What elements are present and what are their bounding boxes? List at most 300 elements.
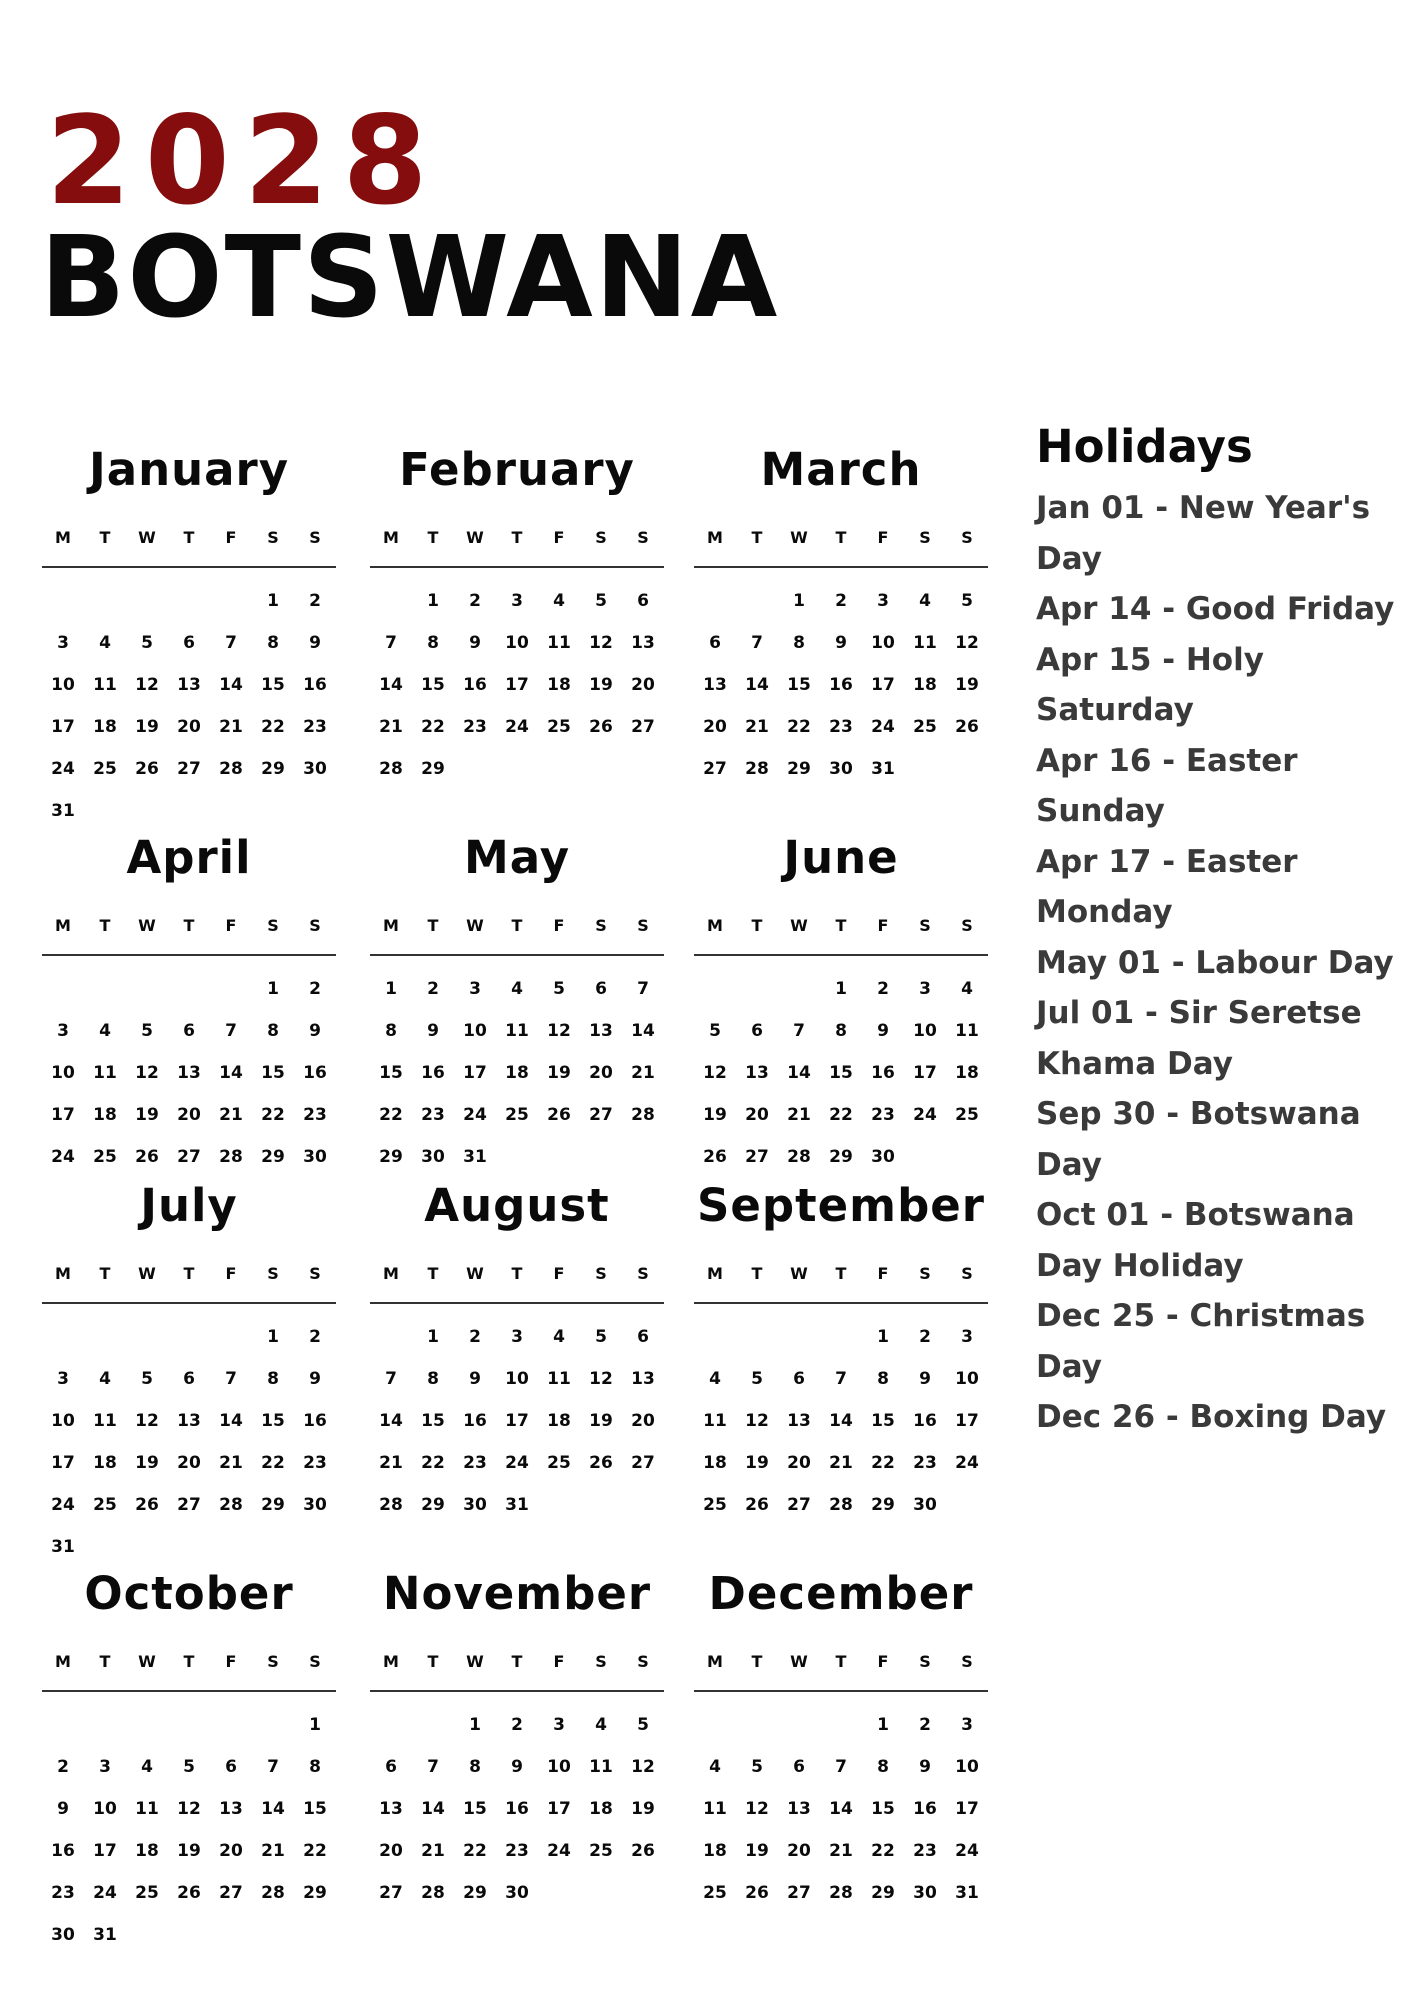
day-cell: 25 xyxy=(703,1495,727,1515)
day-cell: 11 xyxy=(135,1799,159,1819)
day-cell: 7 xyxy=(385,1369,397,1389)
day-cell: 1 xyxy=(427,591,439,611)
day-cell: 4 xyxy=(99,1369,111,1389)
empty-day xyxy=(168,580,210,622)
day-cell: 8 xyxy=(793,633,805,653)
day-cell: 29 xyxy=(261,759,285,779)
day-cell: 13 xyxy=(219,1799,243,1819)
weekday-label: T xyxy=(99,1264,111,1283)
weekday-label: F xyxy=(553,1264,565,1283)
day-cell: 20 xyxy=(589,1063,613,1083)
day-cell: 14 xyxy=(219,1411,243,1431)
weekday-label: T xyxy=(99,1652,111,1671)
day-cell: 24 xyxy=(871,717,895,737)
day-cell: 14 xyxy=(787,1063,811,1083)
month-june xyxy=(694,828,988,1178)
day-cell: 25 xyxy=(135,1883,159,1903)
day-cell: 30 xyxy=(303,759,327,779)
weekday-label: F xyxy=(877,916,889,935)
weekday-label: S xyxy=(267,528,279,547)
day-cell: 11 xyxy=(589,1757,613,1777)
month-april xyxy=(42,828,336,1178)
day-cell: 31 xyxy=(93,1925,117,1945)
day-cell: 24 xyxy=(955,1841,979,1861)
holiday-line: Day xyxy=(1036,540,1102,577)
day-cell: 19 xyxy=(135,1105,159,1125)
day-cell: 24 xyxy=(505,717,529,737)
weekday-label: M xyxy=(707,1652,723,1671)
day-cell: 3 xyxy=(469,979,481,999)
day-cell: 11 xyxy=(955,1021,979,1041)
day-cell: 12 xyxy=(955,633,979,653)
day-cell: 26 xyxy=(547,1105,571,1125)
day-cell: 25 xyxy=(93,1495,117,1515)
day-cell: 3 xyxy=(99,1757,111,1777)
day-cell: 23 xyxy=(463,717,487,737)
day-cell: 14 xyxy=(829,1411,853,1431)
weekday-header xyxy=(694,1652,988,1692)
day-cell: 4 xyxy=(99,1021,111,1041)
day-cell: 31 xyxy=(51,1537,75,1557)
day-cell: 17 xyxy=(505,1411,529,1431)
empty-day xyxy=(126,968,168,1010)
day-cell: 27 xyxy=(787,1495,811,1515)
day-cell: 26 xyxy=(745,1883,769,1903)
day-cell: 5 xyxy=(141,1021,153,1041)
empty-day xyxy=(168,1316,210,1358)
day-cell: 20 xyxy=(379,1841,403,1861)
day-cell: 8 xyxy=(427,633,439,653)
weekday-label: T xyxy=(427,528,439,547)
day-cell: 19 xyxy=(703,1105,727,1125)
day-cell: 7 xyxy=(835,1757,847,1777)
month-name: December xyxy=(708,1567,974,1620)
day-cell: 13 xyxy=(787,1799,811,1819)
day-cell: 2 xyxy=(57,1757,69,1777)
day-cell: 9 xyxy=(877,1021,889,1041)
day-cell: 9 xyxy=(919,1369,931,1389)
day-cell: 18 xyxy=(547,675,571,695)
weekday-label: T xyxy=(751,1652,763,1671)
day-cell: 28 xyxy=(379,1495,403,1515)
day-cell: 8 xyxy=(877,1757,889,1777)
days-grid xyxy=(694,580,988,790)
holiday-line: Oct 01 - Botswana xyxy=(1036,1197,1355,1233)
day-cell: 23 xyxy=(463,1453,487,1473)
weekday-label: T xyxy=(99,916,111,935)
day-cell: 1 xyxy=(267,979,279,999)
day-cell: 19 xyxy=(589,1411,613,1431)
month-december xyxy=(694,1564,988,1914)
weekday-label: S xyxy=(595,528,607,547)
day-cell: 12 xyxy=(631,1757,655,1777)
day-cell: 18 xyxy=(93,1453,117,1473)
day-cell: 24 xyxy=(51,1147,75,1167)
weekday-label: M xyxy=(707,1264,723,1283)
day-cell: 21 xyxy=(379,717,403,737)
day-cell: 9 xyxy=(469,1369,481,1389)
empty-day xyxy=(736,1704,778,1746)
day-cell: 16 xyxy=(303,1411,327,1431)
month-name: February xyxy=(399,443,635,496)
day-cell: 12 xyxy=(703,1063,727,1083)
day-cell: 3 xyxy=(553,1715,565,1735)
empty-day xyxy=(126,1704,168,1746)
day-cell: 21 xyxy=(829,1453,853,1473)
weekday-label: S xyxy=(309,916,321,935)
weekday-label: S xyxy=(267,916,279,935)
day-cell: 1 xyxy=(877,1715,889,1735)
day-cell: 10 xyxy=(505,1369,529,1389)
holiday-line: Saturday xyxy=(1036,692,1194,728)
day-cell: 22 xyxy=(261,717,285,737)
empty-day xyxy=(42,968,84,1010)
day-cell: 12 xyxy=(745,1411,769,1431)
day-cell: 29 xyxy=(871,1495,895,1515)
day-cell: 1 xyxy=(835,979,847,999)
weekday-label: W xyxy=(790,1264,808,1283)
day-cell: 15 xyxy=(421,675,445,695)
day-cell: 1 xyxy=(267,1327,279,1347)
day-cell: 30 xyxy=(421,1147,445,1167)
day-cell: 31 xyxy=(463,1147,487,1167)
day-cell: 4 xyxy=(709,1369,721,1389)
day-cell: 9 xyxy=(427,1021,439,1041)
day-cell: 5 xyxy=(553,979,565,999)
day-cell: 9 xyxy=(919,1757,931,1777)
day-cell: 3 xyxy=(511,591,523,611)
day-cell: 2 xyxy=(877,979,889,999)
day-cell: 19 xyxy=(547,1063,571,1083)
holiday-line: Dec 26 - Boxing Day xyxy=(1036,1399,1387,1435)
weekday-header xyxy=(42,916,336,956)
empty-day xyxy=(210,1704,252,1746)
day-cell: 26 xyxy=(135,759,159,779)
day-cell: 1 xyxy=(309,1715,321,1735)
empty-day xyxy=(126,1316,168,1358)
day-cell: 30 xyxy=(871,1147,895,1167)
holiday-line: Apr 14 - Good Friday xyxy=(1036,591,1395,627)
weekday-label: S xyxy=(309,528,321,547)
day-cell: 21 xyxy=(421,1841,445,1861)
day-cell: 15 xyxy=(303,1799,327,1819)
day-cell: 26 xyxy=(177,1883,201,1903)
day-cell: 8 xyxy=(267,633,279,653)
weekday-label: F xyxy=(225,1264,237,1283)
weekday-header xyxy=(694,528,988,568)
day-cell: 24 xyxy=(51,1495,75,1515)
day-cell: 4 xyxy=(961,979,973,999)
weekday-label: T xyxy=(427,1652,439,1671)
day-cell: 23 xyxy=(913,1453,937,1473)
day-cell: 18 xyxy=(505,1063,529,1083)
country-title: BOTSWANA xyxy=(40,213,780,343)
day-cell: 10 xyxy=(93,1799,117,1819)
day-cell: 12 xyxy=(589,1369,613,1389)
day-cell: 4 xyxy=(553,1327,565,1347)
day-cell: 29 xyxy=(261,1147,285,1167)
month-name: June xyxy=(783,831,899,884)
holidays-title: Holidays xyxy=(1036,420,1253,473)
weekday-label: M xyxy=(707,916,723,935)
day-cell: 17 xyxy=(955,1411,979,1431)
weekday-header xyxy=(694,1264,988,1304)
day-cell: 5 xyxy=(595,1327,607,1347)
day-cell: 23 xyxy=(51,1883,75,1903)
day-cell: 18 xyxy=(93,717,117,737)
weekday-label: T xyxy=(751,916,763,935)
day-cell: 30 xyxy=(303,1147,327,1167)
day-cell: 11 xyxy=(913,633,937,653)
day-cell: 14 xyxy=(829,1799,853,1819)
day-cell: 21 xyxy=(219,717,243,737)
day-cell: 4 xyxy=(99,633,111,653)
empty-day xyxy=(42,1316,84,1358)
weekday-label: F xyxy=(877,528,889,547)
weekday-label: T xyxy=(511,916,523,935)
day-cell: 7 xyxy=(267,1757,279,1777)
day-cell: 13 xyxy=(177,675,201,695)
weekday-label: M xyxy=(55,528,71,547)
day-cell: 6 xyxy=(709,633,721,653)
weekday-label: T xyxy=(183,1652,195,1671)
day-cell: 28 xyxy=(829,1495,853,1515)
day-cell: 18 xyxy=(93,1105,117,1125)
day-cell: 11 xyxy=(547,633,571,653)
day-cell: 16 xyxy=(505,1799,529,1819)
weekday-label: T xyxy=(835,916,847,935)
days-grid xyxy=(42,580,336,832)
day-cell: 26 xyxy=(135,1495,159,1515)
calendar-year: 2028 xyxy=(46,90,442,232)
weekday-label: S xyxy=(919,528,931,547)
day-cell: 18 xyxy=(703,1453,727,1473)
day-cell: 17 xyxy=(93,1841,117,1861)
day-cell: 7 xyxy=(751,633,763,653)
weekday-label: W xyxy=(466,916,484,935)
empty-day xyxy=(210,968,252,1010)
day-cell: 20 xyxy=(631,1411,655,1431)
day-cell: 27 xyxy=(631,1453,655,1473)
empty-day xyxy=(694,1316,736,1358)
day-cell: 17 xyxy=(51,1105,75,1125)
day-cell: 23 xyxy=(871,1105,895,1125)
weekday-label: T xyxy=(751,1264,763,1283)
day-cell: 5 xyxy=(141,633,153,653)
day-cell: 21 xyxy=(787,1105,811,1125)
day-cell: 28 xyxy=(631,1105,655,1125)
weekday-header xyxy=(42,1652,336,1692)
weekday-label: T xyxy=(511,1652,523,1671)
day-cell: 23 xyxy=(829,717,853,737)
day-cell: 26 xyxy=(589,1453,613,1473)
month-name: January xyxy=(88,443,290,496)
weekday-label: W xyxy=(466,1264,484,1283)
day-cell: 28 xyxy=(829,1883,853,1903)
holiday-line: Jul 01 - Sir Seretse xyxy=(1036,995,1362,1031)
day-cell: 9 xyxy=(309,1369,321,1389)
weekday-label: W xyxy=(138,1264,156,1283)
day-cell: 21 xyxy=(379,1453,403,1473)
day-cell: 20 xyxy=(745,1105,769,1125)
day-cell: 10 xyxy=(913,1021,937,1041)
empty-day xyxy=(412,1704,454,1746)
day-cell: 28 xyxy=(219,1147,243,1167)
weekday-header xyxy=(42,1264,336,1304)
day-cell: 13 xyxy=(379,1799,403,1819)
days-grid xyxy=(370,1704,664,1914)
day-cell: 18 xyxy=(135,1841,159,1861)
weekday-label: F xyxy=(225,916,237,935)
day-cell: 17 xyxy=(547,1799,571,1819)
weekday-label: W xyxy=(790,528,808,547)
day-cell: 28 xyxy=(219,759,243,779)
day-cell: 2 xyxy=(919,1327,931,1347)
weekday-label: M xyxy=(383,1264,399,1283)
day-cell: 28 xyxy=(261,1883,285,1903)
day-cell: 13 xyxy=(631,1369,655,1389)
day-cell: 24 xyxy=(463,1105,487,1125)
day-cell: 18 xyxy=(589,1799,613,1819)
day-cell: 13 xyxy=(177,1411,201,1431)
weekday-label: M xyxy=(55,1264,71,1283)
month-september xyxy=(694,1176,988,1526)
day-cell: 31 xyxy=(955,1883,979,1903)
empty-day xyxy=(820,1316,862,1358)
day-cell: 8 xyxy=(267,1021,279,1041)
day-cell: 20 xyxy=(177,717,201,737)
day-cell: 29 xyxy=(421,759,445,779)
day-cell: 26 xyxy=(745,1495,769,1515)
empty-day xyxy=(736,968,778,1010)
day-cell: 10 xyxy=(955,1369,979,1389)
day-cell: 29 xyxy=(871,1883,895,1903)
day-cell: 12 xyxy=(135,1411,159,1431)
day-cell: 14 xyxy=(631,1021,655,1041)
day-cell: 11 xyxy=(93,675,117,695)
holiday-line: Apr 16 - Easter xyxy=(1036,742,1298,779)
day-cell: 3 xyxy=(877,591,889,611)
day-cell: 27 xyxy=(745,1147,769,1167)
day-cell: 27 xyxy=(631,717,655,737)
day-cell: 5 xyxy=(183,1757,195,1777)
days-grid xyxy=(42,1704,336,1956)
day-cell: 4 xyxy=(919,591,931,611)
day-cell: 6 xyxy=(793,1369,805,1389)
days-grid xyxy=(42,1316,336,1568)
month-name: April xyxy=(126,831,252,884)
day-cell: 7 xyxy=(385,633,397,653)
day-cell: 27 xyxy=(177,759,201,779)
weekday-label: T xyxy=(99,528,111,547)
day-cell: 25 xyxy=(913,717,937,737)
month-march xyxy=(694,440,988,790)
holiday-line: May 01 - Labour Day xyxy=(1036,944,1394,981)
day-cell: 19 xyxy=(745,1453,769,1473)
day-cell: 22 xyxy=(871,1453,895,1473)
day-cell: 1 xyxy=(793,591,805,611)
day-cell: 29 xyxy=(421,1495,445,1515)
day-cell: 7 xyxy=(427,1757,439,1777)
weekday-header xyxy=(370,1652,664,1692)
day-cell: 1 xyxy=(877,1327,889,1347)
day-cell: 16 xyxy=(421,1063,445,1083)
weekday-label: M xyxy=(383,528,399,547)
day-cell: 24 xyxy=(547,1841,571,1861)
day-cell: 3 xyxy=(919,979,931,999)
day-cell: 1 xyxy=(385,979,397,999)
day-cell: 11 xyxy=(703,1411,727,1431)
day-cell: 8 xyxy=(309,1757,321,1777)
day-cell: 6 xyxy=(385,1757,397,1777)
empty-day xyxy=(42,580,84,622)
day-cell: 23 xyxy=(303,1453,327,1473)
day-cell: 22 xyxy=(463,1841,487,1861)
day-cell: 12 xyxy=(589,633,613,653)
day-cell: 29 xyxy=(261,1495,285,1515)
day-cell: 11 xyxy=(93,1063,117,1083)
day-cell: 11 xyxy=(547,1369,571,1389)
weekday-label: S xyxy=(919,916,931,935)
day-cell: 27 xyxy=(703,759,727,779)
day-cell: 27 xyxy=(177,1147,201,1167)
day-cell: 1 xyxy=(427,1327,439,1347)
day-cell: 14 xyxy=(219,1063,243,1083)
day-cell: 11 xyxy=(703,1799,727,1819)
day-cell: 18 xyxy=(547,1411,571,1431)
day-cell: 21 xyxy=(631,1063,655,1083)
day-cell: 22 xyxy=(379,1105,403,1125)
day-cell: 6 xyxy=(793,1757,805,1777)
day-cell: 4 xyxy=(709,1757,721,1777)
weekday-label: S xyxy=(595,1264,607,1283)
day-cell: 25 xyxy=(703,1883,727,1903)
day-cell: 3 xyxy=(961,1327,973,1347)
day-cell: 19 xyxy=(135,1453,159,1473)
day-cell: 12 xyxy=(135,675,159,695)
weekday-label: S xyxy=(637,528,649,547)
weekday-label: M xyxy=(383,1652,399,1671)
weekday-label: T xyxy=(835,1652,847,1671)
day-cell: 2 xyxy=(835,591,847,611)
day-cell: 16 xyxy=(463,675,487,695)
weekday-label: F xyxy=(225,528,237,547)
empty-day xyxy=(168,968,210,1010)
empty-day xyxy=(210,580,252,622)
day-cell: 26 xyxy=(955,717,979,737)
day-cell: 20 xyxy=(787,1841,811,1861)
day-cell: 6 xyxy=(751,1021,763,1041)
month-name: November xyxy=(382,1567,652,1620)
weekday-label: F xyxy=(877,1652,889,1671)
days-grid xyxy=(42,968,336,1178)
day-cell: 12 xyxy=(745,1799,769,1819)
day-cell: 14 xyxy=(219,675,243,695)
day-cell: 6 xyxy=(637,1327,649,1347)
day-cell: 20 xyxy=(787,1453,811,1473)
day-cell: 14 xyxy=(379,1411,403,1431)
day-cell: 28 xyxy=(745,759,769,779)
weekday-label: F xyxy=(553,916,565,935)
day-cell: 23 xyxy=(913,1841,937,1861)
day-cell: 6 xyxy=(183,633,195,653)
weekday-header xyxy=(694,916,988,956)
weekday-label: F xyxy=(225,1652,237,1671)
day-cell: 8 xyxy=(469,1757,481,1777)
empty-day xyxy=(168,1704,210,1746)
day-cell: 21 xyxy=(219,1453,243,1473)
weekday-label: S xyxy=(309,1264,321,1283)
